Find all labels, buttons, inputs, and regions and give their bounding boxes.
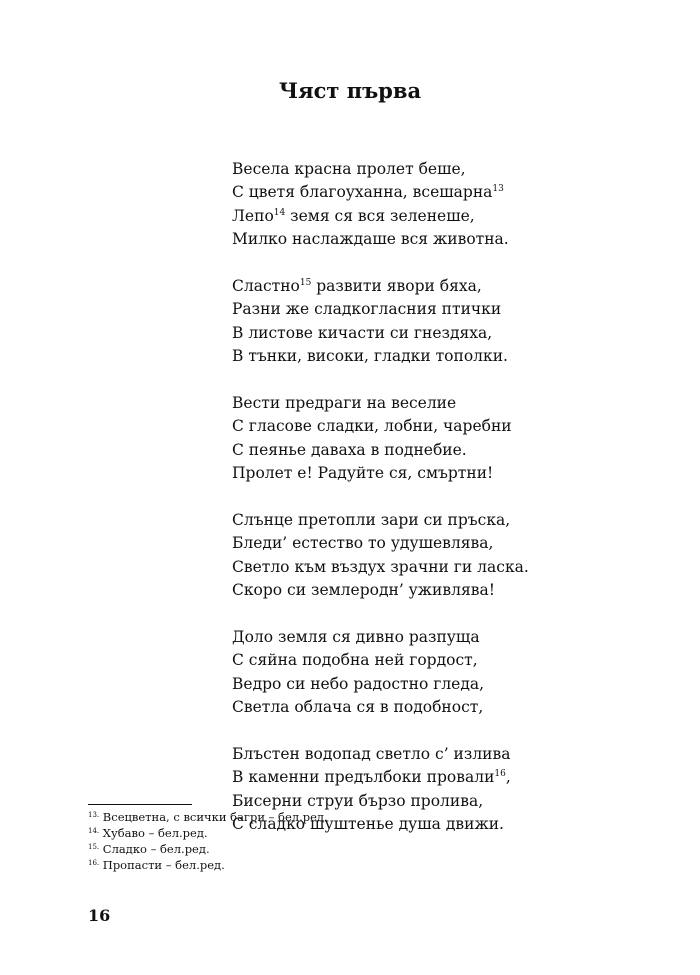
footnote-marker: 13	[492, 184, 504, 195]
poem-line-text: С сяйна подобна ней гордост,	[232, 651, 478, 670]
stanza	[232, 392, 672, 486]
footnote-text: Хубаво – бел.ред.	[99, 826, 208, 840]
poem-line	[232, 205, 672, 228]
poem-line	[232, 579, 672, 602]
footnote-number: 14.	[88, 827, 100, 835]
poem-line-text: С гласове сладки, лобни, чаребни	[232, 417, 512, 436]
stanza	[232, 158, 672, 252]
poem-line-text: Бисерни струи бързо пролива,	[232, 791, 484, 810]
poem-line-text: Доло земля ся дивно разпуща	[232, 628, 480, 647]
poem-line	[232, 158, 672, 181]
poem-line	[232, 322, 672, 345]
poem-line-text: Светла облача ся в подобност,	[232, 698, 484, 717]
footnote-text: Сладко – бел.ред.	[99, 842, 210, 856]
poem-line-text: Ведро си небо радостно гледа,	[232, 674, 485, 693]
footnote-number: 16.	[88, 859, 100, 867]
poem-line	[232, 439, 672, 462]
footnote-number: 15.	[88, 843, 100, 851]
poem-line	[232, 556, 672, 579]
stanza	[232, 275, 672, 369]
footnote	[88, 857, 328, 873]
poem-line	[232, 275, 672, 298]
poem-line	[232, 181, 672, 204]
footnote-marker: 16	[494, 769, 506, 780]
poem-line	[232, 415, 672, 438]
poem-line-text: Бледи’ естество то удушевлява,	[232, 534, 494, 553]
poem-line	[232, 743, 672, 766]
footnote	[88, 809, 328, 825]
poem-line-text-after: ,	[505, 768, 511, 787]
poem-line-text: В каменни предълбоки провали	[232, 768, 495, 787]
poem-line	[232, 345, 672, 368]
poem-line-text: Скоро си землеродн’ уживлява!	[232, 581, 495, 600]
poem-line-text: С цветя благоуханна, всешарна	[232, 183, 493, 202]
poem-line	[232, 228, 672, 251]
poem-body	[232, 158, 672, 860]
poem-line	[232, 626, 672, 649]
poem-line-text: С сладко шуштенье душа движи.	[232, 815, 504, 834]
poem-line-text: Блъстен водопад светло с’ излива	[232, 745, 511, 764]
poem-line	[232, 462, 672, 485]
footnote-separator	[88, 804, 192, 805]
poem-line-text: Вести предраги на веселие	[232, 394, 457, 413]
page-number: 16	[88, 906, 111, 925]
poem-line-text: В листове кичасти си гнездяха,	[232, 323, 493, 342]
poem-line	[232, 509, 672, 532]
poem-line	[232, 392, 672, 415]
footnote	[88, 841, 328, 857]
footnote-marker: 14	[273, 207, 286, 218]
poem-line-text: Светло към въздух зрачни ги ласка.	[232, 557, 529, 576]
poem-line-text-after: земя ся вся зеленеше,	[285, 206, 475, 225]
poem-line	[232, 532, 672, 555]
stanza	[232, 626, 672, 720]
footnote-number: 13.	[88, 811, 100, 819]
footnote	[88, 825, 328, 841]
footnote-text: Всецветна, с всички багри – бел.ред.	[99, 810, 328, 824]
poem-line-text: Пролет е! Радуйте ся, смъртни!	[232, 464, 494, 483]
poem-line-text: С пеянье даваха в поднебие.	[232, 440, 467, 459]
poem-line	[232, 298, 672, 321]
poem-line-text-after: развити явори бяха,	[311, 277, 482, 296]
chapter-title: Чяст първа	[278, 78, 422, 103]
footnote-marker: 15	[299, 278, 312, 289]
poem-line-text: Слънце претопли зари си пръска,	[232, 511, 511, 530]
poem-line-text: Сластно	[232, 277, 300, 296]
poem-line-text: Разни же сладкогласния птички	[232, 300, 502, 319]
poem-line-text: Милко наслаждаше вся животна.	[232, 230, 509, 249]
poem-line	[232, 649, 672, 672]
poem-line	[232, 673, 672, 696]
stanza	[232, 509, 672, 603]
poem-line	[232, 766, 672, 789]
poem-line-text: В тънки, високи, гладки тополки.	[232, 347, 508, 366]
poem-line	[232, 696, 672, 719]
footnotes	[88, 809, 328, 873]
footnote-text: Пропасти – бел.ред.	[99, 858, 225, 872]
poem-line-text: Лепо	[232, 206, 274, 225]
poem-line-text: Весела красна пролет беше,	[232, 160, 466, 178]
